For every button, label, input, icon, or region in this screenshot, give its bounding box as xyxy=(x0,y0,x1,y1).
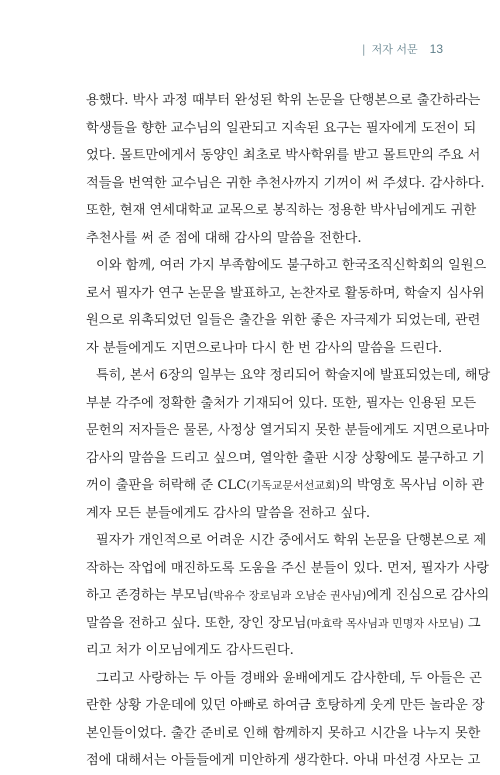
text-run: 하고 존경하는 부모님 xyxy=(86,588,210,603)
text-line: 특히, 본서 6장의 일부는 요약 정리되어 학술지에 발표되었는데, 해당 xyxy=(96,368,491,383)
text-line: 추천사를 써 준 점에 대해 감사의 말씀을 전한다. xyxy=(86,230,362,246)
text-line: 감사의 말씀을 드리고 싶으며, 열악한 출판 시장 상황에도 불구하고 기 xyxy=(86,450,485,466)
header-divider: | xyxy=(361,43,366,56)
text-line: 부분 각주에 정확한 출처가 기재되어 있다. 또한, 필자는 인용된 모든 xyxy=(86,395,477,411)
text-line: 리고 처가 이모님에게도 감사드린다. xyxy=(86,643,294,658)
text-line: 점에 대해서는 아들들에게 미안하게 생각한다. 아내 마선경 사모는 고 xyxy=(86,753,481,768)
text-run: 그 xyxy=(463,615,481,631)
text-line: 또한, 현재 연세대학교 교목으로 봉직하는 정용한 박사님에게도 귀한 xyxy=(86,203,477,218)
text-line: 었다. 몰트만에게서 동양인 최초로 박사학위를 받고 몰트만의 주요 서 xyxy=(86,148,481,163)
text-line xyxy=(86,582,490,610)
small-text-run: (박유수 장로님과 오남순 권사님) xyxy=(209,589,367,602)
text-run: 에게 진심으로 감사의 xyxy=(366,588,490,603)
text-line: 본인들이었다. 출간 준비로 인해 함께하지 못하고 시간을 나누지 못한 xyxy=(86,725,481,741)
text-line: 그리고 사랑하는 두 아들 경배와 윤배에게도 감사한데, 두 아들은 곤 xyxy=(96,670,482,686)
text-line: 학생들을 향한 교수님의 일관되고 지속된 요구는 필자에게 도전이 되 xyxy=(86,120,477,136)
text-run: 꺼이 출판을 허락해 준 CLC xyxy=(86,478,247,493)
text-line: 란한 상황 가운데에 있던 아빠로 하여금 호탕하게 웃게 만든 놀라운 장 xyxy=(86,698,485,713)
text-line: 필자가 개인적으로 어려운 시간 중에서도 학위 논문을 단행본으로 제 xyxy=(96,533,487,548)
page-number: 13 xyxy=(429,42,443,56)
section-title: 저자 서문 xyxy=(371,43,418,56)
small-text-run: (기독교문서선교회) xyxy=(246,479,340,492)
small-text-run: (마효락 목사님과 민명자 사모님) xyxy=(306,616,464,630)
text-line: 적들을 번역한 교수님은 귀한 추천사까지 기꺼이 써 주셨다. 감사하다. xyxy=(86,175,485,191)
text-line: 원으로 위촉되었던 일들은 출간을 위한 좋은 자극제가 되었는데, 관련 xyxy=(86,313,481,328)
text-line: 작하는 작업에 매진하도록 도움을 주신 분들이 있다. 먼저, 필자가 사랑 xyxy=(86,560,489,576)
text-line: 자 분들에게도 지면으로나마 다시 한 번 감사의 말씀을 드린다. xyxy=(86,340,443,356)
text-line: 이와 함께, 여러 가지 부족함에도 불구하고 한국조직신학회의 일원으 xyxy=(96,258,487,273)
text-run: 의 박영호 목사님 이하 관 xyxy=(339,478,485,493)
text-line: 문헌의 저자들은 물론, 사정상 열거되지 못한 분들에게도 지면으로나마 xyxy=(86,423,489,438)
running-header xyxy=(362,41,443,57)
body-text xyxy=(86,87,491,775)
text-line: 로서 필자가 연구 논문을 발표하고, 논찬자로 활동하며, 학술지 심사위 xyxy=(86,285,485,301)
text-line: 계자 모든 분들에게도 감사의 말씀을 전하고 싶다. xyxy=(86,505,371,521)
text-line xyxy=(86,472,485,500)
text-run: 말씀을 전하고 싶다. 또한, 장인 장모님 xyxy=(86,615,307,631)
text-line xyxy=(86,610,481,638)
text-line: 용했다. 박사 과정 때부터 완성된 학위 논문을 단행본으로 출간하라는 xyxy=(86,93,481,108)
